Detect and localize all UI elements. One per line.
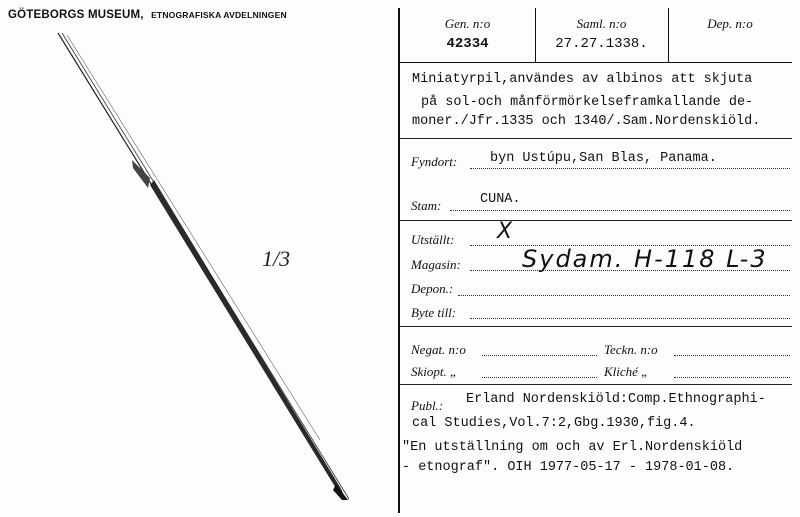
kliche-line — [674, 377, 790, 378]
depon-line — [458, 295, 790, 296]
magasin-line — [470, 270, 790, 271]
stam-label: Stam: — [411, 198, 442, 213]
utstallt-label: Utställt: — [411, 232, 455, 247]
arrow-tip — [333, 484, 348, 500]
depon-label: Depon.: — [411, 281, 454, 296]
magasin-label: Magasin: — [411, 257, 461, 272]
byte-rule — [400, 326, 792, 327]
dep-label: Dep. n:o — [707, 16, 753, 31]
arrow-binding — [132, 160, 150, 188]
gen-cell — [400, 8, 535, 63]
card-divider — [398, 8, 400, 513]
kliche-rule — [400, 384, 792, 385]
kliche-label: Kliché „ — [604, 364, 649, 379]
stam-rule — [400, 220, 792, 221]
magasin-value: Sydam. H-118 L-3 — [522, 245, 768, 273]
publ-line-1: Erland Nordenskiöld:Comp.Ethnographi- — [466, 392, 766, 407]
byte-line — [470, 318, 790, 319]
arrow-shadow-line — [67, 35, 320, 440]
byte-label: Byte till: — [411, 305, 457, 320]
header-bottom-rule — [400, 62, 792, 63]
skiopt-line — [482, 377, 597, 378]
museum-name: GÖTEBORGS MUSEUM, — [8, 9, 144, 21]
fyndort-value: byn Ustúpu,San Blas, Panama. — [490, 151, 717, 166]
notes-line-1: "En utställning om och av Erl.Nordenskiöld — [402, 440, 743, 455]
description-line-1: Miniatyrpil,användes av albinos att skjuta — [412, 72, 753, 87]
stam-line — [450, 210, 790, 211]
teckn-line — [674, 355, 790, 356]
number-header — [400, 8, 792, 63]
arrow-drawing — [0, 0, 398, 517]
gen-value: 42334 — [446, 36, 489, 52]
header-separator-2 — [668, 8, 669, 63]
description-rule — [400, 138, 792, 139]
saml-label: Saml. n:o — [576, 16, 627, 31]
museum-department: ETNOGRAFISKA AVDELNINGEN — [151, 10, 287, 20]
stam-value: CUNA. — [480, 192, 521, 207]
arrow-head-shaft — [150, 180, 343, 493]
teckn-label: Teckn. n:o — [604, 342, 658, 357]
saml-value: 27.27.1338. — [555, 36, 648, 52]
gen-label: Gen. n:o — [444, 16, 491, 31]
description-line-2: på sol-och månförmörkelseframkallande de- — [421, 95, 754, 110]
scale-label: 1/3 — [262, 246, 291, 271]
fyndort-label: Fyndort: — [411, 154, 458, 169]
publ-label: Publ.: — [411, 398, 444, 413]
description-line-3: moner./Jfr.1335 och 1340/.Sam.Nordenskiöld. — [412, 114, 761, 129]
dep-cell — [668, 8, 792, 63]
skiopt-label: Skiopt. „ — [411, 364, 458, 379]
notes-line-2: - etnograf". OIH 1977-05-17 - 1978-01-08. — [402, 460, 735, 475]
negat-label: Negat. n:o — [411, 342, 466, 357]
header-separator-1 — [535, 8, 536, 63]
fyndort-line — [470, 168, 790, 169]
saml-cell — [535, 8, 668, 63]
negat-line — [482, 355, 597, 356]
utstallt-value: X — [497, 219, 515, 244]
publ-line-2: cal Studies,Vol.7:2,Gbg.1930,fig.4. — [412, 416, 696, 431]
